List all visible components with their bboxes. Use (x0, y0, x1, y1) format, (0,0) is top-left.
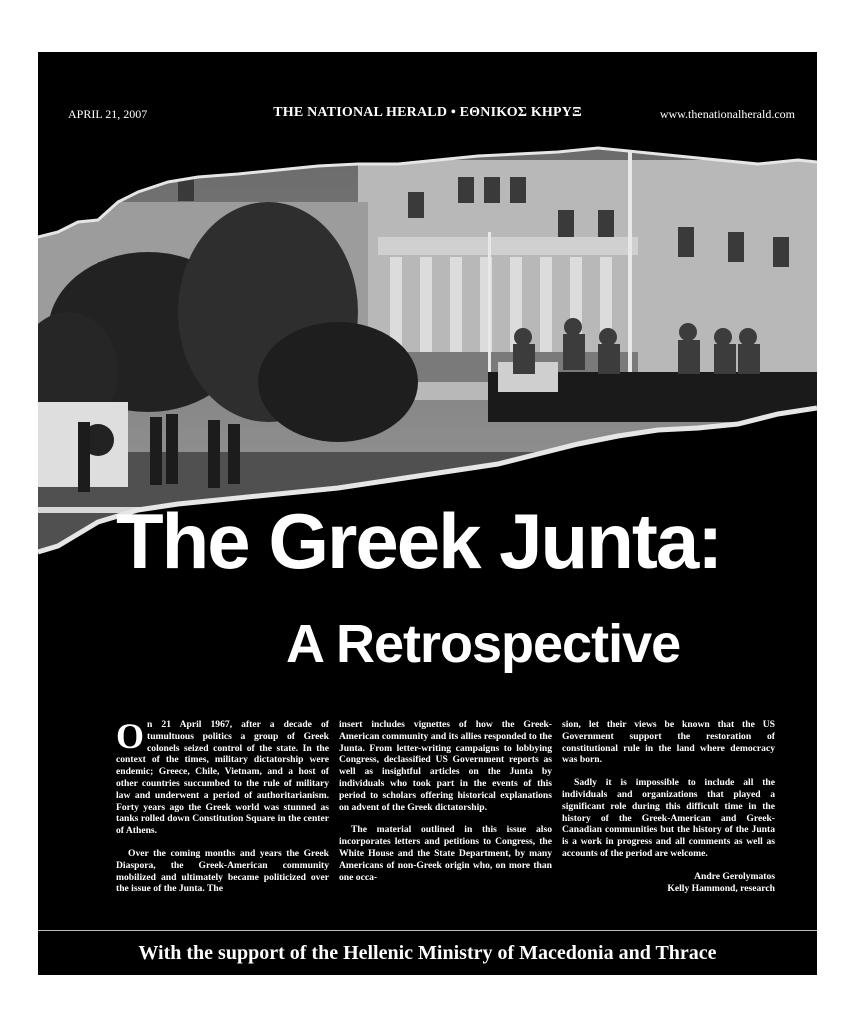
paragraph-5: sion, let their views be known that the US Government support the restoration of constitutional rule in the land where democracy was born. (562, 719, 775, 766)
article-column-1 (116, 716, 329, 909)
paragraph-2: Over the coming months and years the Greek Diaspora, the Greek-American community mobilized and ultimately became politicized over the issue of the Junta. The (116, 847, 329, 895)
paragraph-4: The material outlined in this issue also incorporates letters and petitions to Congress, the White House and the State Department, by many Americans of non-Greek origin who, on more than one occa- (339, 824, 552, 883)
byline (562, 871, 775, 895)
research-credit: Kelly Hammond, research (667, 882, 775, 894)
masthead (38, 52, 817, 121)
website-url[interactable]: www.thenationalherald.com (659, 107, 795, 121)
issue-date: APRIL 21, 2007 (68, 107, 148, 121)
paragraph-1-text: n 21 April 1967, after a decade of tumultuous politics a group of Greek colonels seized control of the state. In the context of the times, military dictatorship were endemic; Greece, Chile, Vietnam, and a host of other countries succumbed to the rule of military law and underwent a period of authoritarianism. Forty years ago the Greek world was stunned as tanks rolled down Constitution Square in the center of Athens. (116, 719, 329, 837)
newspaper-title: THE NATIONAL HERALD • ΕΘΝΙΚΟΣ ΚΗΡΥΞ (273, 105, 582, 120)
headline-line-1: The Greek Junta: (116, 497, 722, 585)
drop-cap: O (116, 716, 145, 756)
paragraph-3: insert includes vignettes of how the Greek-American community and its allies responded to the Junta. From letter-writing campaigns to lobbying Congress, declassified US Government reports as well as insightful articles on the Junta by individuals who took part in the events of this period to scholars offering historical explanations on advent of the Greek dictatorship. (339, 719, 552, 813)
cover-page (38, 52, 817, 975)
paragraph-1 (116, 716, 329, 837)
paragraph-6: Sadly it is impossible to include all the individuals and organizations that played a significant role during this difficult time in the history of the Greek-American and Greek-Canadian communities but the history of the Junta is a work in progress and all comments as well as accounts of the period are welcome. (562, 777, 775, 859)
article-body (116, 716, 776, 909)
sponsor-footer: With the support of the Hellenic Ministry of Macedonia and Thrace (38, 930, 817, 975)
author-name: Andre Gerolymatos (694, 870, 775, 882)
article-column-3 (562, 719, 775, 909)
article-column-2 (339, 719, 552, 909)
headline-line-2: A Retrospective (286, 614, 681, 674)
